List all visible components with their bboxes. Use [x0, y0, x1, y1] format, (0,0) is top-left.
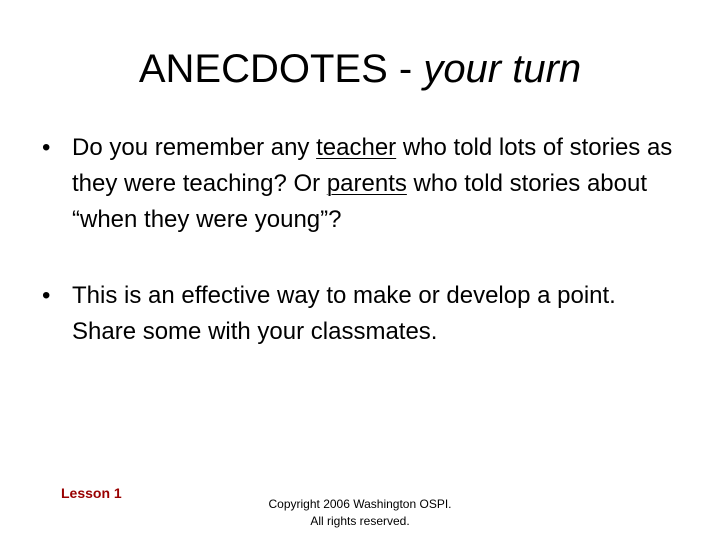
- copyright-line-2: All rights reserved.: [310, 514, 410, 528]
- slide-title: [0, 44, 720, 94]
- bullet-marker: •: [42, 282, 51, 309]
- slide-title-italic: your turn: [423, 47, 582, 91]
- bullet-1-part-5: who told stories about “when they were young”?: [72, 170, 648, 233]
- bullet-item-2: [40, 278, 680, 350]
- copyright-notice: [220, 496, 500, 530]
- lesson-label: Lesson 1: [61, 485, 122, 501]
- bullet-1-part-3: who told lots of stories as they were teaching? Or: [72, 134, 673, 197]
- bullet-1-part-1: Do you remember any: [72, 134, 317, 161]
- slide-title-main: ANECDOTES -: [138, 47, 424, 91]
- bullet-text-2: This is an effective way to make or develop a point. Share some with your classmates.: [72, 282, 616, 345]
- underlined-word-parents: parents: [326, 170, 407, 197]
- bullet-text-1: [72, 130, 680, 238]
- bullet-item-1: [40, 130, 680, 238]
- copyright-line-1: Copyright 2006 Washington OSPI.: [268, 497, 452, 511]
- bullet-list: [40, 130, 680, 350]
- underlined-word-teacher: teacher: [316, 134, 397, 161]
- bullet-marker: •: [42, 134, 51, 161]
